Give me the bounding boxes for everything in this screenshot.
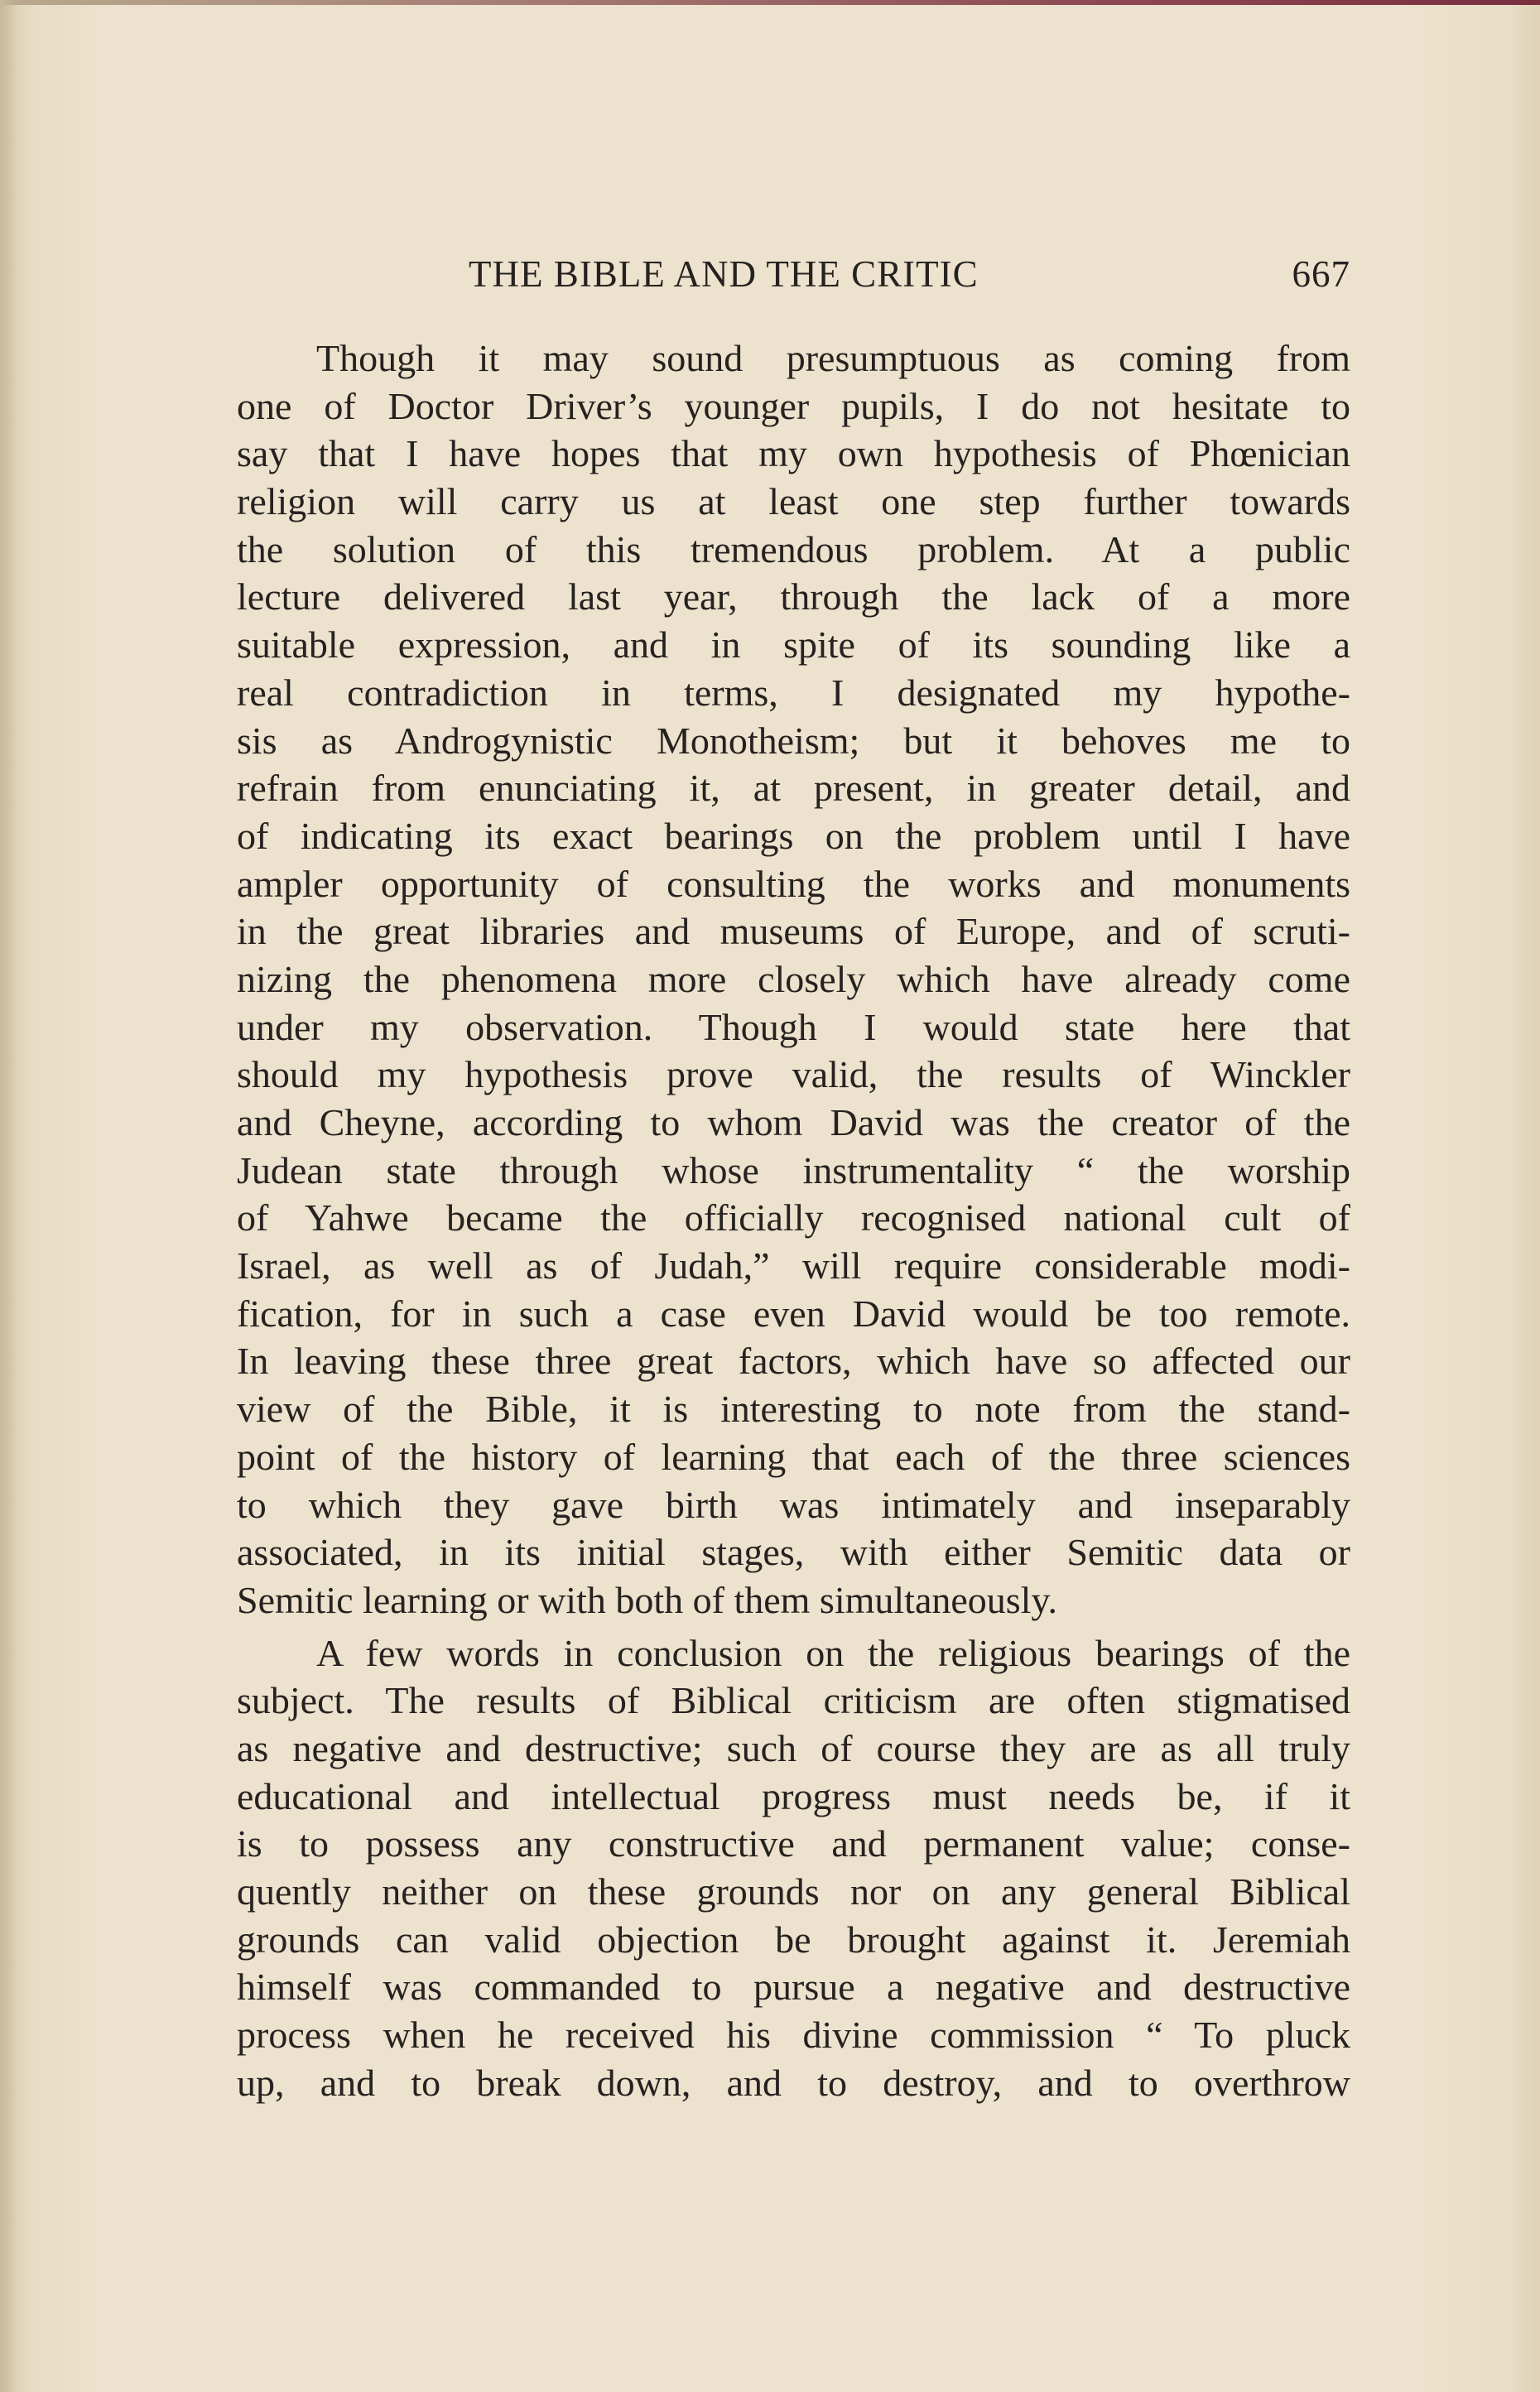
text-line: ampler opportunity of consulting the works and monuments bbox=[237, 862, 1350, 905]
text-line: of indicating its exact bearings on the problem until I have bbox=[237, 814, 1350, 857]
text-line: sis as Androgynistic Monotheism; but it behoves me to bbox=[237, 719, 1350, 762]
text-line: should my hypothesis prove valid, the results of Winckler bbox=[237, 1053, 1350, 1096]
text-line: suitable expression, and in spite of its sounding like a bbox=[237, 623, 1350, 667]
page-top-edge bbox=[0, 0, 1540, 5]
text-line: Israel, as well as of Judah,” will require considerable modi- bbox=[237, 1244, 1350, 1287]
paragraph-2 bbox=[237, 1629, 1350, 2107]
text-line: fication, for in such a case even David would be too remote. bbox=[237, 1292, 1350, 1335]
text-line: to which they gave birth was intimately and inseparably bbox=[237, 1483, 1350, 1526]
text-line: himself was commanded to pursue a negative and destructive bbox=[237, 1966, 1350, 2009]
text-line: associated, in its initial stages, with either Semitic data or bbox=[237, 1531, 1350, 1574]
text-line: refrain from enunciating it, at present, in greater detail, and bbox=[237, 767, 1350, 810]
text-line: the solution of this tremendous problem. At a public bbox=[237, 527, 1350, 570]
paragraph-1 bbox=[237, 334, 1350, 1624]
text-line: real contradiction in terms, I designated my hypothe- bbox=[237, 671, 1350, 714]
text-line: religion will carry us at least one step further towards bbox=[237, 480, 1350, 523]
text-line: view of the Bible, it is interesting to note from the stand- bbox=[237, 1388, 1350, 1431]
text-line: quently neither on these grounds nor on any general Biblical bbox=[237, 1870, 1350, 1913]
body-text bbox=[237, 334, 1350, 2106]
text-line: in the great libraries and museums of Europe, and of scruti- bbox=[237, 910, 1350, 953]
text-line: of Yahwe became the officially recognised national cult of bbox=[237, 1196, 1350, 1239]
text-line: is to possess any constructive and permanent value; conse- bbox=[237, 1822, 1350, 1865]
text-line: nizing the phenomena more closely which have already come bbox=[237, 957, 1350, 1000]
text-line: Though it may sound presumptuous as coming from bbox=[316, 337, 1350, 379]
text-line: and Cheyne, according to whom David was the creator of the bbox=[237, 1101, 1350, 1143]
text-line: point of the history of learning that each of the three sciences bbox=[237, 1435, 1350, 1478]
spine-shadow bbox=[0, 0, 18, 2392]
text-line: as negative and destructive; such of course they are as all truly bbox=[237, 1726, 1350, 1769]
text-line: one of Doctor Driver’s younger pupils, I do not hesitate to bbox=[237, 384, 1350, 427]
text-line: say that I have hopes that my own hypothesis of Phœnician bbox=[237, 432, 1350, 475]
running-title: THE BIBLE AND THE CRITIC bbox=[469, 253, 979, 295]
text-line: educational and intellectual progress must needs be, if it bbox=[237, 1774, 1350, 1817]
text-line: process when he received his divine commission “ To pluck bbox=[237, 2014, 1350, 2057]
text-line: A few words in conclusion on the religious bearings of the bbox=[316, 1631, 1350, 1674]
text-line: lecture delivered last year, through the lack of a more bbox=[237, 575, 1350, 618]
text-line: grounds can valid objection be brought against it. Jeremiah bbox=[237, 1918, 1350, 1961]
text-line: subject. The results of Biblical criticism are often stigmatised bbox=[237, 1679, 1350, 1722]
text-line: Semitic learning or with both of them simultaneously. bbox=[237, 1578, 1057, 1621]
text-line: up, and to break down, and to destroy, and to overthrow bbox=[237, 2061, 1350, 2104]
page-number: 667 bbox=[1292, 253, 1350, 295]
text-line: under my observation. Though I would state here that bbox=[237, 1005, 1350, 1048]
page-header bbox=[237, 253, 1350, 302]
text-line: In leaving these three great factors, which have so affected our bbox=[237, 1340, 1350, 1383]
text-line: Judean state through whose instrumentality “ the worship bbox=[237, 1148, 1350, 1191]
